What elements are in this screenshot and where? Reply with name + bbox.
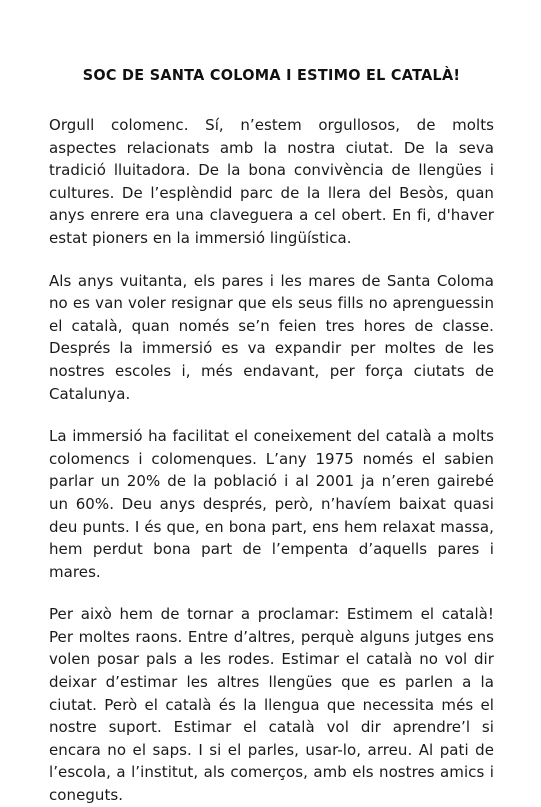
paragraph-4: Per això hem de tornar a proclamar: Estimem el català! Per moltes raons. Entre d’altres, perquè alguns jutges ens volen posar pals a les rodes. Estimar el català no vol dir deixar d’estimar les altres llengües que es parlen a la ciutat. Però el català és la llengua que necessita més el nostre suport. Estimar el català vol dir aprendre’l si encara no el saps. I si el parles, usar-lo, arreu. Al pati de l’escola, a l’institut, als comerços, amb els nostres amics i coneguts. <box>49 605 494 805</box>
paragraph-1: Orgull colomenc. Sí, n’estem orgullosos, de molts aspectes relacionats amb la nostra ciutat. De la seva tradició lluitadora. De la bona convivència de llengües i cultures. De l’esplèndid parc de la llera del Besòs, quan anys enrere era una claveguera a cel obert. En fi, d'haver estat pioners en la immersió lingüística. <box>49 116 494 247</box>
paragraph-3: La immersió ha facilitat el coneixement del català a molts colomencs i colomenques. L’any 1975 només el sabien parlar un 20% de la població i al 2001 ja n’eren gairebé un 60%. Deu anys després, però, n’havíem baixat quasi deu punts. I és que, en bona part, ens hem relaxat massa, hem perdut bona part de l’empenta d’aquells pares i mares. <box>49 427 494 581</box>
paragraph-2: Als anys vuitanta, els pares i les mares de Santa Coloma no es van voler resignar que els seus fills no aprenguessin el català, quan només se’n feien tres hores de classe. Després la immersió es va expandir per moltes de les nostres escoles i, més endavant, per força ciutats de Catalunya. <box>49 271 494 403</box>
document-title: SOC DE SANTA COLOMA I ESTIMO EL CATALÀ! <box>82 66 461 84</box>
